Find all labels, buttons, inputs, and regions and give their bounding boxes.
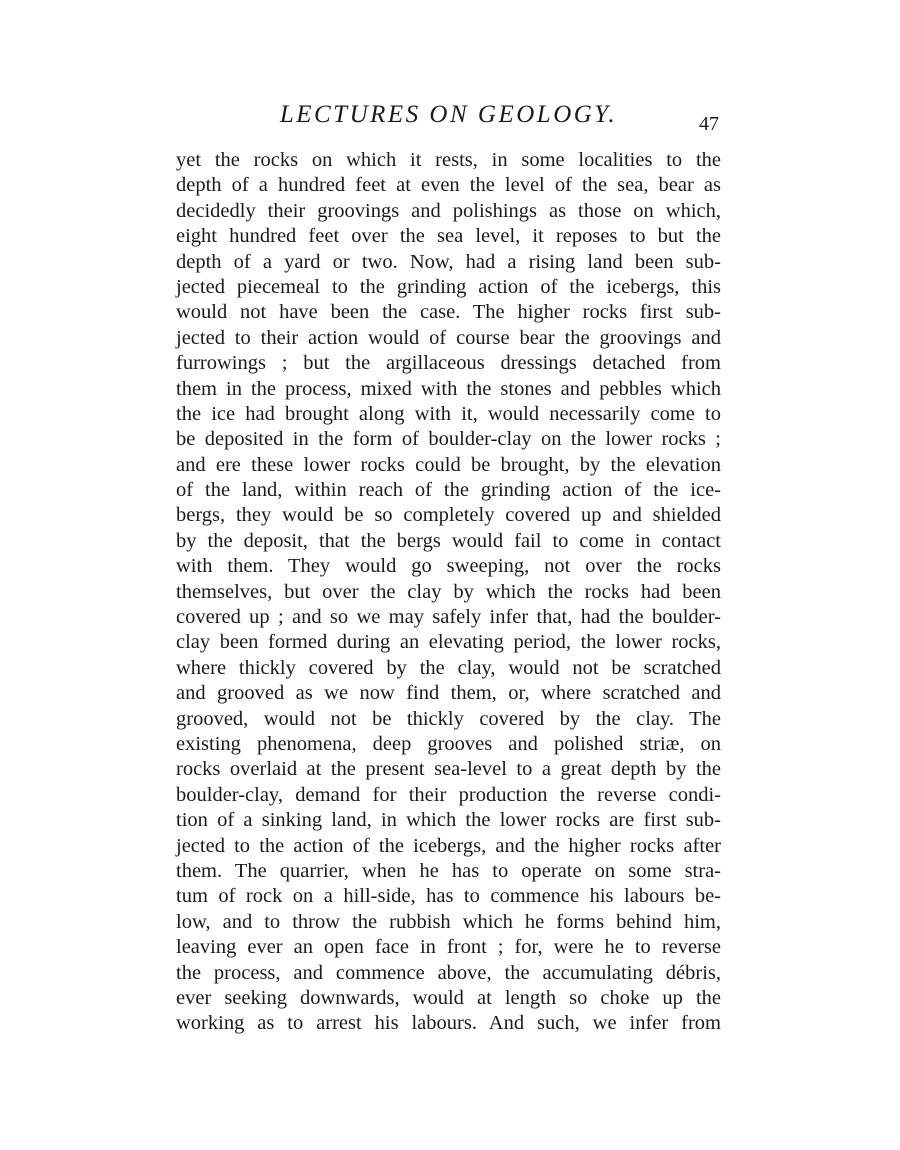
text-line: bergs, they would be so completely covered up and shielded <box>176 504 721 527</box>
text-line: ever seeking downwards, would at length so choke up the <box>176 986 721 1009</box>
text-line: jected piecemeal to the grinding action of the icebergs, this <box>176 275 721 298</box>
text-line: jected to their action would of course bear the groovings and <box>176 326 721 349</box>
text-line: themselves, but over the clay by which the rocks had been <box>176 580 721 603</box>
text-line: be deposited in the form of boulder-clay on the lower rocks ; <box>176 428 721 451</box>
text-line: eight hundred feet over the sea level, it reposes to but the <box>176 225 721 248</box>
text-line: them in the process, mixed with the stones and pebbles which <box>176 377 721 400</box>
text-line: working as to arrest his labours. And such, we infer from <box>176 1012 721 1035</box>
text-line: yet the rocks on which it rests, in some localities to the <box>176 149 721 171</box>
text-line: jected to the action of the icebergs, and the higher rocks after <box>176 834 721 857</box>
text-line: low, and to throw the rubbish which he forms behind him, <box>176 910 721 933</box>
text-line: them. The quarrier, when he has to operate on some stra- <box>176 859 721 882</box>
text-line: where thickly covered by the clay, would not be scratched <box>176 656 721 679</box>
text-line: by the deposit, that the bergs would fail to come in contact <box>176 529 721 552</box>
text-line: depth of a yard or two. Now, had a rising land been sub- <box>176 250 721 273</box>
text-line: would not have been the case. The higher rocks first sub- <box>176 301 721 324</box>
text-line: the process, and commence above, the accumulating débris, <box>176 961 721 984</box>
text-line: grooved, would not be thickly covered by the clay. The <box>176 707 721 730</box>
text-line: tion of a sinking land, in which the lower rocks are first sub- <box>176 809 721 832</box>
text-line: and ere these lower rocks could be brought, by the elevation <box>176 453 721 476</box>
text-line: leaving ever an open face in front ; for, were he to reverse <box>176 936 721 959</box>
body-text <box>176 148 721 1037</box>
text-line: covered up ; and so we may safely infer that, had the boulder- <box>176 606 721 629</box>
text-line: decidedly their groovings and polishings as those on which, <box>176 199 721 222</box>
text-line: rocks overlaid at the present sea-level to a great depth by the <box>176 758 721 781</box>
text-line: boulder-clay, demand for their production the reverse condi- <box>176 783 721 806</box>
text-line: depth of a hundred feet at even the level of the sea, bear as <box>176 174 721 197</box>
running-head <box>176 100 721 140</box>
text-line: with them. They would go sweeping, not over the rocks <box>176 555 721 578</box>
text-line: furrowings ; but the argillaceous dressings detached from <box>176 352 721 375</box>
running-title: LECTURES ON GEOLOGY. <box>279 101 618 128</box>
page-number: 47 <box>699 113 719 135</box>
text-line: the ice had brought along with it, would necessarily come to <box>176 402 721 425</box>
text-line: clay been formed during an elevating period, the lower rocks, <box>176 631 721 654</box>
text-line: tum of rock on a hill-side, has to commence his labours be- <box>176 885 721 908</box>
text-line: and grooved as we now find them, or, where scratched and <box>176 682 721 705</box>
text-line: existing phenomena, deep grooves and polished striæ, on <box>176 732 721 755</box>
text-line: of the land, within reach of the grinding action of the ice- <box>176 479 721 502</box>
